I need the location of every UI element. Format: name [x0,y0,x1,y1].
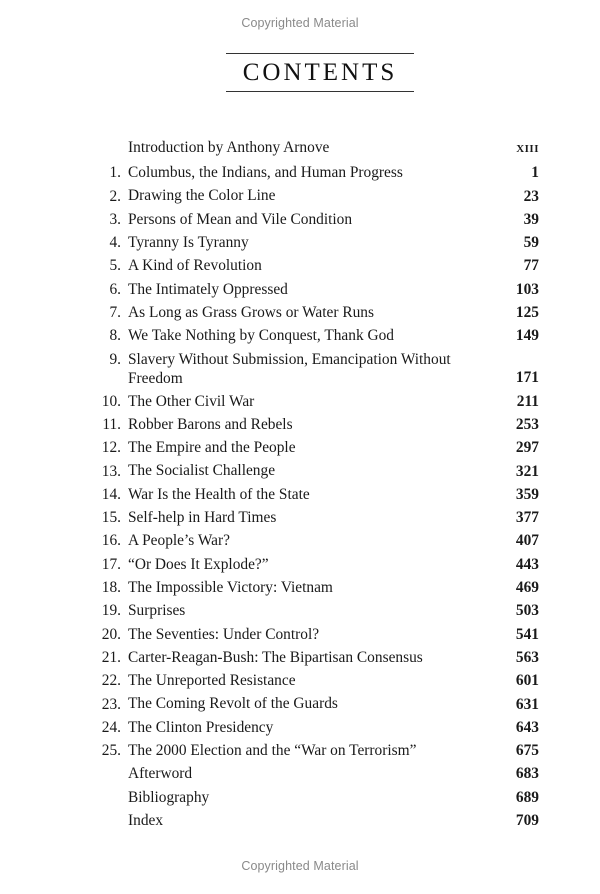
chapter-title: The 2000 Election and the “War on Terrorism” [128,742,417,760]
chapter-title: Introduction by Anthony Arnove [128,138,330,156]
chapter-title: “Or Does It Explode?” [128,555,269,573]
contents-heading [226,53,414,92]
chapter-title: Surprises [128,602,186,620]
chapter-title: The Socialist Challenge [128,462,276,480]
chapter-number: 12. [101,439,121,457]
page-number: 359 [515,485,539,503]
toc-entry [0,460,600,483]
toc-entry [0,208,600,231]
chapter-title: The Unreported Resistance [128,672,296,690]
chapter-title: The Other Civil War [128,392,255,410]
page-number: 563 [515,648,539,666]
toc-entry [0,786,600,809]
chapter-title: Index [128,811,164,829]
toc-entry [0,161,600,184]
toc-entry [0,623,600,646]
toc-entry [0,553,600,576]
toc-entry [0,324,600,347]
page-number: 211 [516,392,539,410]
chapter-number: 20. [101,625,121,643]
toc-entry [0,576,600,599]
page-number: xiii [516,139,539,156]
chapter-number: 5. [109,257,121,275]
page-number: 171 [515,369,539,387]
toc-entry [0,278,600,301]
toc-entry [0,762,600,785]
chapter-title: Carter-Reagan-Bush: The Bipartisan Consensus [128,648,423,666]
chapter-number: 16. [101,532,121,550]
chapter-number: 21. [101,648,121,666]
page-number: 321 [515,462,539,480]
page-number: 503 [515,602,539,620]
chapter-number: 19. [101,602,121,620]
table-of-contents [0,136,600,832]
toc-entry [0,646,600,669]
page-number: 469 [515,579,539,597]
page-number: 253 [515,415,539,433]
page-number: 23 [523,187,539,205]
toc-entry [0,483,600,506]
toc-entry [0,693,600,716]
chapter-number: 17. [101,555,121,573]
chapter-title: Bibliography [128,788,210,806]
chapter-title: A People’s War? [128,532,230,550]
page-number: 709 [515,812,539,830]
chapter-number: 8. [109,327,121,345]
chapter-title: The Impossible Victory: Vietnam [128,578,333,596]
chapter-number: 6. [109,280,121,298]
chapter-title: The Clinton Presidency [128,718,274,736]
page-number: 377 [515,509,539,527]
toc-entry [0,185,600,208]
page-number: 407 [515,532,539,550]
chapter-title: Tyranny Is Tyranny [128,234,249,252]
toc-entry [0,529,600,552]
chapter-title: The Seventies: Under Control? [128,625,320,643]
toc-entry [0,669,600,692]
chapter-number: 7. [109,304,121,322]
chapter-title: War Is the Health of the State [128,485,310,503]
chapter-number: 25. [101,742,121,760]
toc-entry [0,716,600,739]
page-number: 601 [515,672,539,690]
page-number: 125 [515,304,539,322]
page-number: 643 [515,718,539,736]
toc-entry [0,348,600,390]
chapter-title: Self-help in Hard Times [128,509,277,527]
chapter-number: 10. [101,392,121,410]
watermark-top: Copyrighted Material [241,16,359,30]
toc-entry [0,254,600,277]
chapter-title: Drawing the Color Line [128,187,276,205]
chapter-title: The Coming Revolt of the Guards [128,695,338,713]
page-number: 683 [515,765,539,783]
chapter-number: 13. [101,462,121,480]
page-number: 541 [515,625,539,643]
toc-entry [0,506,600,529]
toc-entry [0,413,600,436]
toc-entry [0,301,600,324]
chapter-number: 3. [109,210,121,228]
chapter-title: Afterword [128,765,193,783]
toc-entry [0,390,600,413]
page-number: 149 [515,327,539,345]
page-number: 77 [523,257,539,275]
chapter-number: 4. [109,234,121,252]
chapter-number: 1. [109,164,121,182]
page-number: 59 [523,234,539,252]
page-number: 675 [515,742,539,760]
chapter-number: 11. [102,415,121,433]
toc-entry [0,739,600,762]
page-number: 443 [515,555,539,573]
chapter-title: Slavery Without Submission, Emancipation Without Freedom [128,350,451,388]
toc-entry [0,436,600,459]
chapter-title: The Empire and the People [128,439,296,457]
chapter-title: A Kind of Revolution [128,257,262,275]
chapter-number: 23. [101,695,121,713]
chapter-number: 24. [101,718,121,736]
page-number: 297 [515,439,539,457]
page-number: 689 [515,788,539,806]
toc-entry [0,599,600,622]
toc-entry [0,809,600,832]
chapter-number: 15. [101,509,121,527]
chapter-title: Persons of Mean and Vile Condition [128,210,353,228]
page-number: 103 [515,280,539,298]
page-number: 39 [523,210,539,228]
toc-entry [0,231,600,254]
chapter-title: As Long as Grass Grows or Water Runs [128,303,374,321]
chapter-title: We Take Nothing by Conquest, Thank God [128,327,394,345]
chapter-title: Robber Barons and Rebels [128,415,293,433]
chapter-number: 2. [109,187,121,205]
chapter-title: Columbus, the Indians, and Human Progress [128,164,403,182]
chapter-title: The Intimately Oppressed [128,280,288,298]
toc-entry [0,136,600,159]
page-title: CONTENTS [242,59,398,86]
chapter-number: 9. [109,350,121,368]
chapter-number: 22. [101,672,121,690]
page-number: 631 [515,695,539,713]
chapter-number: 18. [101,579,121,597]
chapter-number: 14. [101,485,121,503]
page-number: 1 [531,164,539,182]
watermark-bottom: Copyrighted Material [241,859,359,873]
